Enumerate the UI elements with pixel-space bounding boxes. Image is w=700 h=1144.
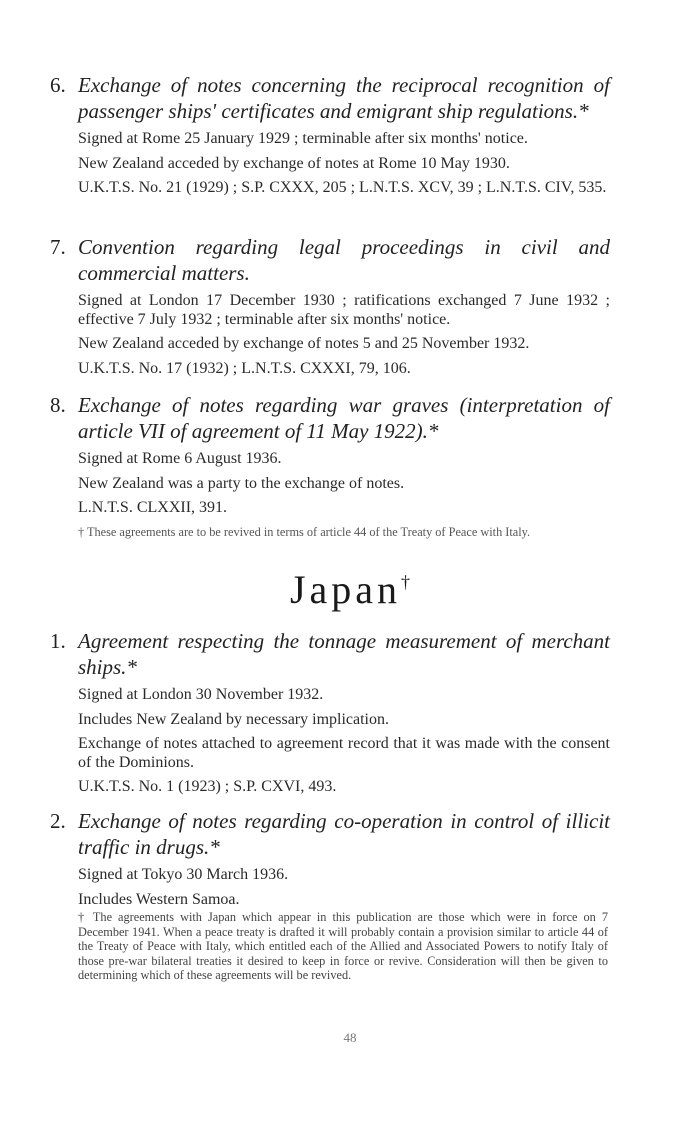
entry-number: 1. [50,629,66,653]
entry-number: 8. [50,393,66,417]
entry-number: 7. [50,235,66,259]
entry-title: Agreement respecting the tonnage measurement of merchant ships.* [78,629,610,679]
entry-title-row [50,72,610,124]
entry-title: Exchange of notes regarding co-operation in control of illicit traffic in drugs.* [78,809,610,859]
entry-paragraph: New Zealand acceded by exchange of notes 5 and 25 November 1932. [78,335,530,352]
entry-paragraph: Signed at London 17 December 1930 ; ratifications exchanged 7 June 1932 ; effective 7 July 1932 ; terminable after six months' notice. [78,292,610,328]
section-heading [0,566,700,613]
italy-footnote: † These agreements are to be revived in terms of article 44 of the Treaty of Peace with Italy. [78,525,531,539]
treaty-entry-8 [50,392,610,518]
entry-paragraph: L.N.T.S. CLXXII, 391. [78,499,228,516]
entry-paragraph: Signed at London 30 November 1932. [78,686,324,703]
entry-title: Convention regarding legal proceedings in civil and commercial matters. [78,235,610,285]
treaty-entry-6 [50,72,610,198]
entry-title-row [50,628,610,680]
entry-paragraph: Signed at Rome 6 August 1936. [78,450,282,467]
page-number: 48 [343,1030,357,1045]
entry-paragraph: Includes New Zealand by necessary implication. [78,710,389,728]
entry-paragraph: New Zealand acceded by exchange of notes at Rome 10 May 1930. [78,154,510,172]
treaty-entry-japan-2 [50,808,610,909]
entry-title-row [50,392,610,444]
entry-paragraph: Signed at Rome 25 January 1929 ; terminable after six months' notice. [78,130,528,147]
entry-paragraph: New Zealand was a party to the exchange of notes. [78,474,405,492]
entry-title-row [50,234,610,286]
section-heading-text: Japan [289,567,402,612]
entry-number: 6. [50,73,66,97]
entry-number: 2. [50,809,66,833]
entry-paragraph: U.K.T.S. No. 17 (1932) ; L.N.T.S. CXXXI, 79, 106. [78,359,411,377]
entry-paragraph: Signed at Tokyo 30 March 1936. [78,866,289,883]
treaty-entry-7 [50,234,610,378]
entry-paragraph: Includes Western Samoa. [78,890,240,908]
treaty-entry-japan-1 [50,628,610,797]
dagger-mark: † [401,572,411,592]
entry-title: Exchange of notes concerning the reciprocal recognition of passenger ships' certificates and emigrant ship regulations.* [78,73,610,123]
entry-title: Exchange of notes regarding war graves (interpretation of article VII of agreement of 11 May 1922).* [78,393,610,443]
entry-paragraph: U.K.T.S. No. 1 (1923) ; S.P. CXVI, 493. [78,778,337,795]
entry-paragraph: Exchange of notes attached to agreement record that it was made with the consent of the Dominions. [78,735,610,771]
japan-footnote: † The agreements with Japan which appear in this publication are those which were in force on 7 December 1941. When a peace treaty is drafted it will probably contain a provision similar to article 44 of the Treaty of Peace with Italy, which entitled each of the Allied and Associated Powers to notify Italy of those pre-war bilateral treaties it desired to keep in force or revive. Consideration will then be given to determining which of these agreements will be revived. [78,910,608,982]
entry-title-row [50,808,610,860]
entry-paragraph: U.K.T.S. No. 21 (1929) ; S.P. CXXX, 205 ; L.N.T.S. XCV, 39 ; L.N.T.S. CIV, 535. [78,179,607,196]
